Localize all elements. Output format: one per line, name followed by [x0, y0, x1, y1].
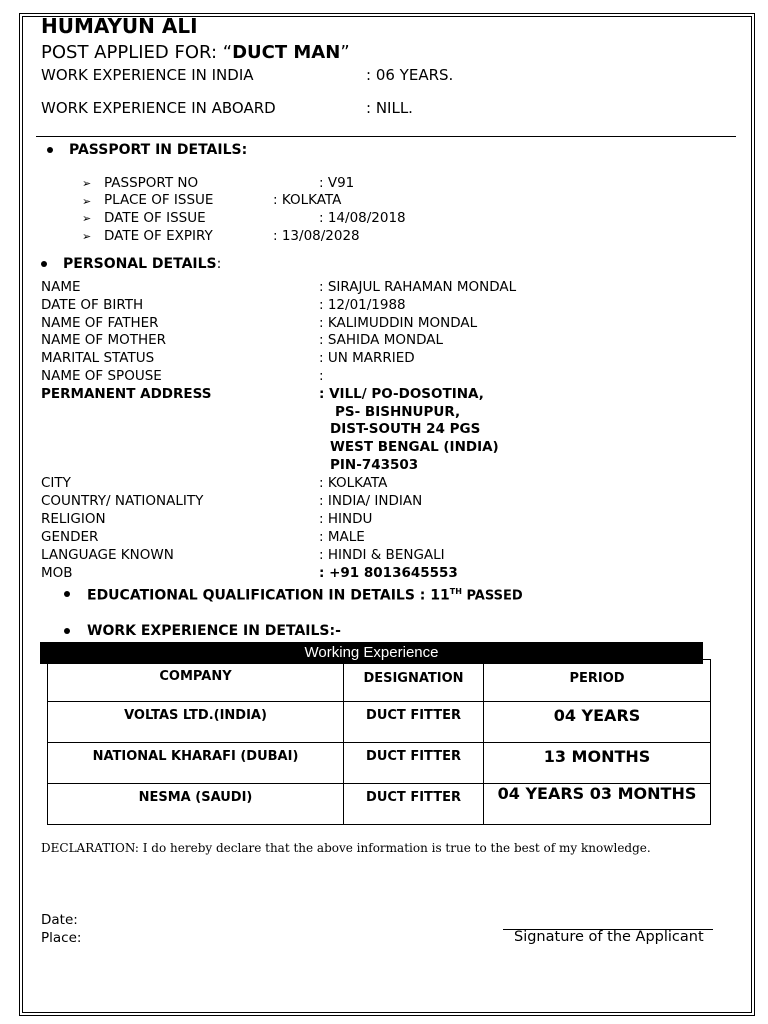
- bullet-icon: [41, 261, 47, 267]
- name-label: NAME: [41, 279, 81, 295]
- address-line: : VILL/ PO-DOSOTINA,: [319, 386, 484, 402]
- language-label: LANGUAGE KNOWN: [41, 547, 174, 563]
- city-value: : KOLKATA: [319, 475, 388, 491]
- place-of-issue-label: PLACE OF ISSUE: [104, 192, 214, 208]
- signature-label: Signature of the Applicant: [514, 929, 704, 945]
- period-cell: 04 YEARS 03 MONTHS: [484, 784, 711, 825]
- bullet-icon: [47, 147, 53, 153]
- date-label: Date:: [41, 912, 78, 928]
- address-label: PERMANENT ADDRESS: [41, 386, 212, 402]
- arrow-bullet-icon: ➢: [82, 177, 92, 190]
- marital-label: MARITAL STATUS: [41, 350, 155, 366]
- name-value: : SIRAJUL RAHAMAN MONDAL: [319, 279, 517, 295]
- father-label: NAME OF FATHER: [41, 315, 159, 331]
- spouse-value: :: [319, 368, 324, 384]
- exp-india-label: WORK EXPERIENCE IN INDIA: [41, 66, 254, 84]
- address-line: WEST BENGAL (INDIA): [330, 439, 499, 455]
- arrow-bullet-icon: ➢: [82, 195, 92, 208]
- nationality-label: COUNTRY/ NATIONALITY: [41, 493, 204, 509]
- designation-cell: DUCT FITTER: [344, 743, 484, 784]
- address-line: PS- BISHNUPUR,: [335, 404, 461, 420]
- work-experience-table: [47, 659, 711, 825]
- arrow-bullet-icon: ➢: [82, 230, 92, 243]
- place-label: Place:: [41, 930, 82, 946]
- table-row: [48, 743, 711, 784]
- father-value: : KALIMUDDIN MONDAL: [319, 315, 478, 331]
- date-of-expiry-value: : 13/08/2028: [273, 228, 360, 244]
- table-header-row: [48, 660, 711, 702]
- religion-value: : HINDU: [319, 511, 373, 527]
- declaration-text: DECLARATION: I do hereby declare that the above information is true to the best of my knowledge.: [41, 841, 651, 855]
- religion-label: RELIGION: [41, 511, 106, 527]
- exp-abroad-value: : NILL.: [366, 99, 413, 117]
- personal-heading: PERSONAL DETAILS:: [63, 256, 222, 272]
- banner-title: Working Experience: [304, 644, 439, 661]
- company-cell: NESMA (SAUDI): [48, 784, 344, 825]
- arrow-bullet-icon: ➢: [82, 212, 92, 225]
- passport-heading: PASSPORT IN DETAILS:: [69, 142, 248, 158]
- exp-abroad-label: WORK EXPERIENCE IN ABOARD: [41, 99, 276, 117]
- designation-cell: DUCT FITTER: [344, 702, 484, 743]
- spouse-label: NAME OF SPOUSE: [41, 368, 162, 384]
- post-applied: POST APPLIED FOR: “DUCT MAN”: [41, 42, 350, 63]
- period-cell: 13 MONTHS: [484, 743, 711, 784]
- table-row: [48, 784, 711, 825]
- designation-cell: DUCT FITTER: [344, 784, 484, 825]
- company-cell: NATIONAL KHARAFI (DUBAI): [48, 743, 344, 784]
- date-of-issue-value: : 14/08/2018: [319, 210, 406, 226]
- marital-value: : UN MARRIED: [319, 350, 415, 366]
- period-cell: 04 YEARS: [484, 702, 711, 743]
- mob-value: : +91 8013645553: [319, 565, 458, 581]
- column-header: PERIOD: [484, 660, 711, 702]
- gender-label: GENDER: [41, 529, 99, 545]
- applicant-name: HUMAYUN ALI: [41, 14, 198, 38]
- language-value: : HINDI & BENGALI: [319, 547, 445, 563]
- working-experience-banner: [40, 642, 703, 664]
- exp-india-value: : 06 YEARS.: [366, 66, 454, 84]
- mother-value: : SAHIDA MONDAL: [319, 332, 443, 348]
- city-label: CITY: [41, 475, 71, 491]
- bullet-icon: [64, 591, 70, 597]
- gender-value: : MALE: [319, 529, 365, 545]
- education-heading: EDUCATIONAL QUALIFICATION IN DETAILS : 11TH PASSED: [87, 587, 523, 604]
- place-of-issue-value: : KOLKATA: [273, 192, 342, 208]
- passport-no-label: PASSPORT NO: [104, 175, 199, 191]
- column-header: COMPANY: [48, 660, 344, 702]
- company-cell: VOLTAS LTD.(INDIA): [48, 702, 344, 743]
- table-row: [48, 702, 711, 743]
- address-line: DIST-SOUTH 24 PGS: [330, 421, 481, 437]
- nationality-value: : INDIA/ INDIAN: [319, 493, 423, 509]
- date-of-issue-label: DATE OF ISSUE: [104, 210, 206, 226]
- dob-value: : 12/01/1988: [319, 297, 406, 313]
- post-value: DUCT MAN: [232, 42, 341, 63]
- address-line: PIN-743503: [330, 457, 419, 473]
- date-of-expiry-label: DATE OF EXPIRY: [104, 228, 213, 244]
- mob-label: MOB: [41, 565, 73, 581]
- page-border-inner: [22, 16, 752, 1013]
- dob-label: DATE OF BIRTH: [41, 297, 144, 313]
- header-divider: [36, 136, 736, 137]
- bullet-icon: [64, 628, 70, 634]
- work-heading: WORK EXPERIENCE IN DETAILS:-: [87, 623, 341, 639]
- column-header: DESIGNATION: [344, 660, 484, 702]
- mother-label: NAME OF MOTHER: [41, 332, 167, 348]
- passport-no-value: : V91: [319, 175, 355, 191]
